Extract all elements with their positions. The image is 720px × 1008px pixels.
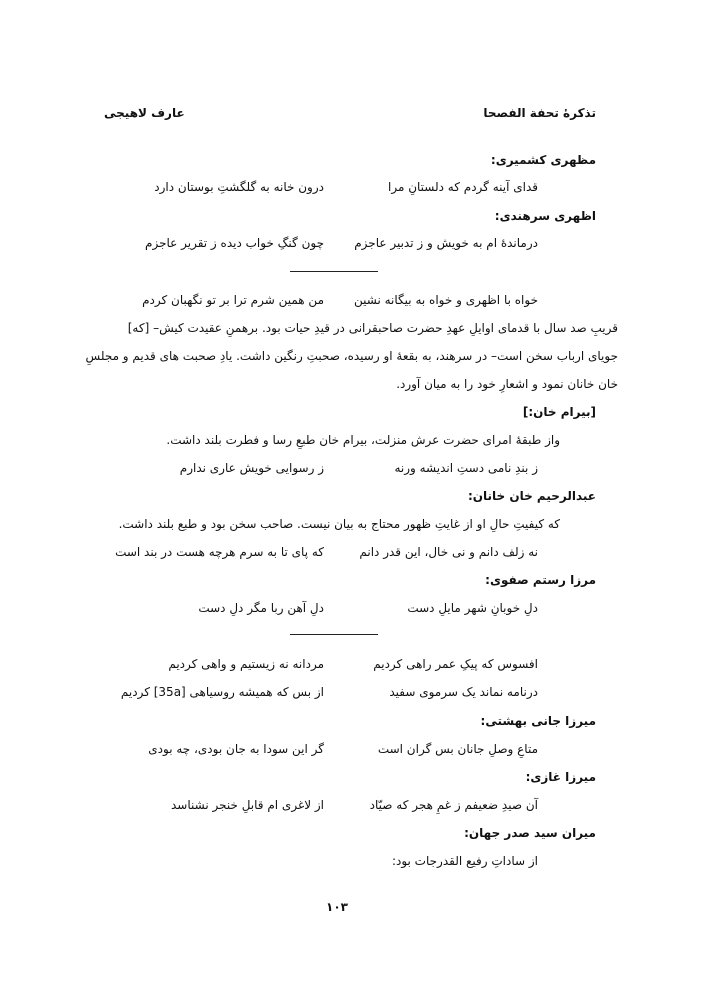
header-book-title: تذکرۀ تحفة الفصحا — [483, 106, 596, 120]
hemistich-first: متاعِ وصلِ جانان بس گران است — [377, 742, 538, 756]
hemistich-second: از بس که همیشه روسیاهی [35a] کردیم — [120, 685, 324, 699]
prose-line: که کیفیتِ حالِ او از غایتِ ظهور محتاج به بیان نیست. صاحب سخن بود و طبع بلند داشت. — [118, 517, 560, 531]
page-number: ۱۰۳ — [326, 900, 348, 914]
hemistich-first: قدای آینه گردم که دلستانِ مرا — [388, 180, 538, 194]
entry-heading: میرزا غازی: — [525, 770, 596, 784]
hemistich-second: دلِ آهن ربا مگر دلِ دست — [198, 601, 324, 615]
hemistich-first: ز بندِ نامی دستِ اندیشه ورنه — [394, 461, 538, 475]
hemistich-second: از لاغری ام قابلِ خنجر نشناسد — [171, 798, 324, 812]
entry-heading: مرزا رستم صفوی: — [485, 573, 596, 587]
prose-line: خان خانان نمود و اشعارِ خود را به میان آورد. — [396, 377, 618, 391]
hemistich-second: گر این سودا به جان بودی، چه بودی — [148, 742, 324, 756]
prose-line: جویای ارباب سخن است– در سرهند، به بقعۀ او رسیده، صحبتِ رنگین داشت. یادِ صحبت های قدیم و مجلسِ — [85, 349, 618, 363]
header-author: عارف لاهیجی — [104, 106, 185, 120]
entry-heading: میرزا جانی بهشتی: — [480, 714, 596, 728]
hemistich-first: درماندۀ ام به خویش و ز تدبیر عاجزم — [354, 236, 538, 250]
entry-heading: مظهری کشمیری: — [490, 153, 596, 167]
hemistich-second: که پای تا به سرم هرچه هست در بند است — [115, 545, 324, 559]
hemistich-second: مردانه نه زیستیم و واهی کردیم — [168, 657, 324, 671]
entry-heading: میران سید صدر جهان: — [464, 826, 596, 840]
prose-line: از ساداتِ رفیع القدرجات بود: — [391, 854, 538, 868]
hemistich-first: آن صیدِ ضعیفم ز غمِ هجر که صیّاد — [369, 798, 538, 812]
hemistich-first: درنامه نماند یک سرموی سفید — [389, 685, 538, 699]
couplet-separator — [290, 634, 378, 635]
hemistich-second: چون گنگِ خواب دیده ز تقریر عاجزم — [145, 236, 324, 250]
couplet-separator — [290, 271, 378, 272]
entry-heading: [بیرام خان:] — [522, 405, 596, 419]
hemistich-second: من همین شرم ترا بر تو نگهبان کردم — [142, 293, 324, 307]
hemistich-first: افسوس که پیکِ عمر راهی کردیم — [373, 657, 538, 671]
hemistich-first: خواه با اظهری و خواه به بیگانه نشین — [354, 293, 538, 307]
hemistich-second: ز رسوایی خویش عاری ندارم — [179, 461, 324, 475]
prose-line: قریبِ صد سال با قدمای اوایلِ عهدِ حضرت صاحبقرانی در قیدِ حیات بود. برهمنِ عقیدت کیش– [که] — [127, 321, 618, 335]
entry-heading: عبدالرحیم خان خانان: — [467, 489, 596, 503]
entry-heading: اظهری سرهندی: — [494, 209, 596, 223]
hemistich-first: دلِ خوبانِ شهر مایلِ دست — [407, 601, 538, 615]
prose-line: واز طبقۀ امرای حضرت عرش منزلت، بیرام خان طبعِ رسا و فطرت بلند داشت. — [166, 433, 560, 447]
hemistich-second: درون خانه به گلگشتِ بوستان دارد — [154, 180, 324, 194]
hemistich-first: نه زلف دانم و نی خال، این قدر دانم — [359, 545, 538, 559]
